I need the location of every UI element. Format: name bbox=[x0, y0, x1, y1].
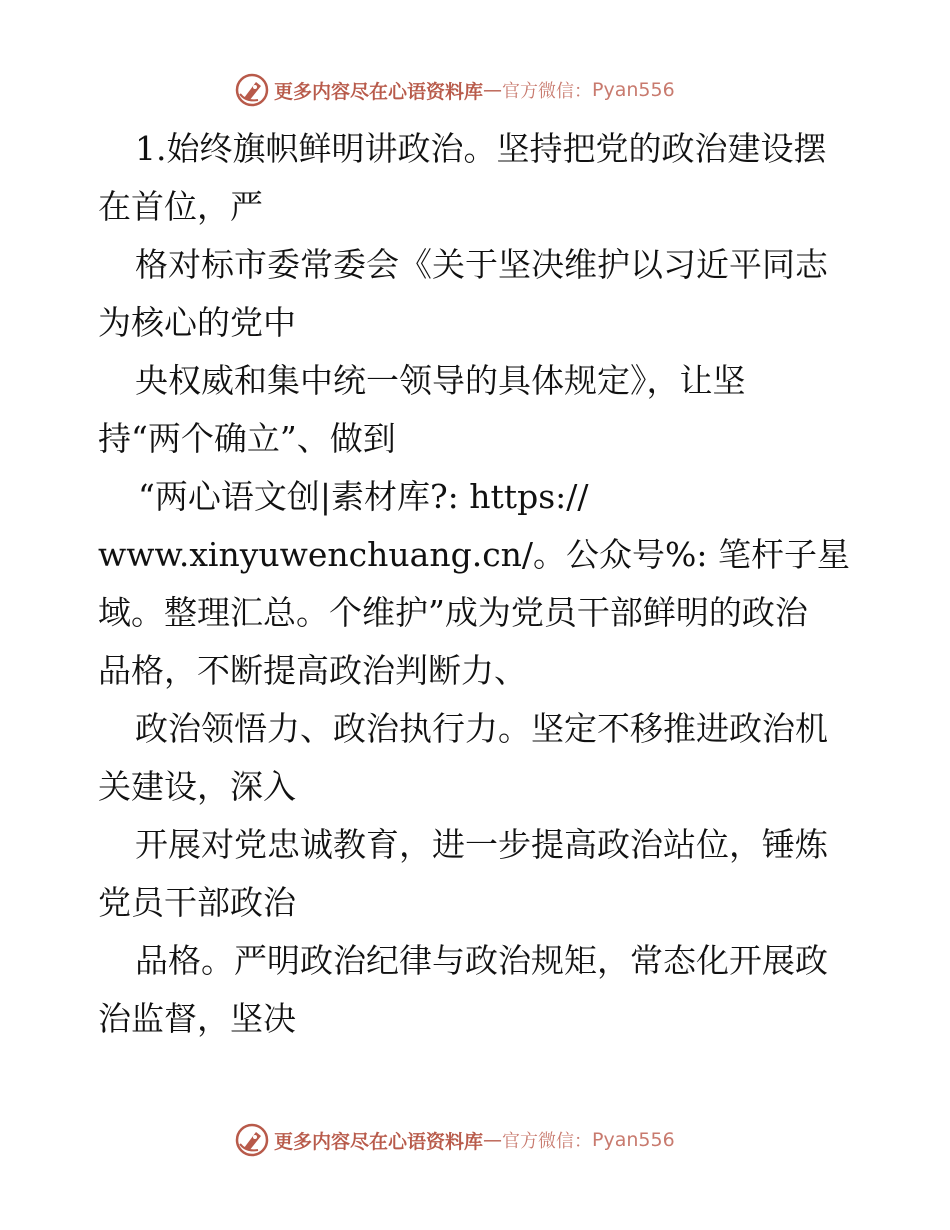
body-line: 开展对党忠诚教育，进一步提高政治站位，锤炼 bbox=[135, 825, 828, 864]
body-line: 格对标市委常委会《关于坚决维护以习近平同志 bbox=[135, 245, 828, 284]
body-line: 为核心的党中 bbox=[98, 303, 296, 342]
body-line: www.xinyuwenchuang.cn/。公众号%: 笔杆子星 bbox=[98, 535, 851, 574]
body-line: 域。整理汇总。个维护”成为党员干部鲜明的政治 bbox=[98, 593, 808, 632]
banner-wechat-id: Pyan556 bbox=[592, 1129, 675, 1151]
body-line: 治监督，坚决 bbox=[98, 999, 296, 1038]
body-line: 政治领悟力、政治执行力。坚定不移推进政治机 bbox=[135, 709, 828, 748]
banner-title: 更多内容尽在心语资料库 bbox=[274, 1130, 484, 1153]
banner-title: 更多内容尽在心语资料库 bbox=[274, 80, 484, 103]
banner-dash: — bbox=[483, 1129, 503, 1151]
body-line: 央权威和集中统一领导的具体规定》，让坚 bbox=[135, 361, 746, 400]
footer-banner bbox=[234, 1120, 675, 1160]
pen-nib-logo-icon bbox=[234, 1122, 270, 1158]
body-line: 品格。严明政治纪律与政治规矩，常态化开展政 bbox=[135, 941, 828, 980]
body-line: 党员干部政治 bbox=[98, 883, 296, 922]
body-line: 关建设，深入 bbox=[98, 767, 296, 806]
body-line: “两心语文创|素材库?: https:// bbox=[138, 477, 589, 516]
header-banner bbox=[234, 70, 675, 110]
body-line: 1.始终旗帜鲜明讲政治。坚持把党的政治建设摆 bbox=[135, 129, 827, 168]
body-line: 品格，不断提高政治判断力、 bbox=[98, 651, 527, 690]
banner-wechat-id: Pyan556 bbox=[592, 79, 675, 101]
body-line: 持“两个确立”、做到 bbox=[98, 419, 396, 458]
banner-wechat-label: 官方微信： bbox=[502, 81, 593, 102]
banner-wechat-label: 官方微信： bbox=[502, 1131, 593, 1152]
banner-dash: — bbox=[483, 79, 503, 101]
pen-nib-logo-icon bbox=[234, 72, 270, 108]
body-line: 在首位，严 bbox=[98, 187, 263, 226]
document-body bbox=[98, 120, 858, 1048]
